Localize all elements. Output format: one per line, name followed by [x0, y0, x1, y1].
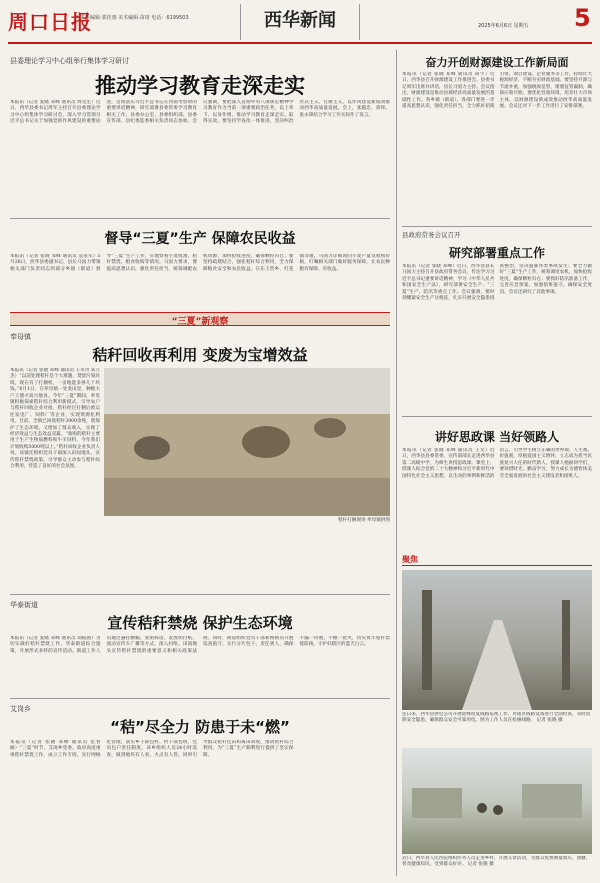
story1-kicker: 县委理论学习中心组举行集体学习研讨	[10, 57, 129, 65]
story4-place: 华泰街道	[10, 601, 38, 609]
story8-body: 本报讯（记者 张晓 邓峰 通讯员 王文）近日，西华县县委常委、宣传部部长走进西华县第二高级中学，为师生讲授思政课。课堂上，授课人结合党的二十大精神和习近平新时代中国特色社会主义思想，以生动的事例和鲜活的语言，引导学生树立正确的世界观、人生观、价值观，厚植爱国主义情怀，立志成为担当民族复兴大任的时代新人。授课人勉励同学们，要珍惜时光、勤奋学习，努力成长为德智体美劳全面发展的社会主义建设者和接班人。	[402, 448, 592, 479]
feature-banner-label: “三夏”新观察	[171, 317, 229, 327]
column-separator	[396, 50, 397, 876]
divider	[402, 416, 592, 417]
section-title: 西华新闻	[240, 4, 360, 40]
story2-body: 本报讯（记者 张晓 邓峰 通讯员 袁泉军）5月26日，西华县委副书记、县长马国力带领相关部门负责同志到部分乡镇（街道）督导“三夏”生产工作，实地察看小麦收割、秸秆禁烧、粮食收购等情况。马国力要求，要提高思想认识，强化责任担当，统筹调配农机资源，加快抢收进度，确保颗粒归仓；要坚持疏堵结合，强化秸秆综合利用，全力保障粮食安全和农民收益。在东王营乡、红花镇等地，马国力详细询问小麦产量及收购价格，叮嘱相关部门做好服务保障，让农民种粮有保障、有收益。	[10, 254, 390, 272]
divider	[10, 698, 390, 699]
story1-body: 本报讯（记者 张晓 邓峰 通讯员 周克宏）近日，西华县委书记周军主持召开县委理论学习中心组集体学习研讨会，深入学习贯彻习近平总书记关于加强党的作风建设的重要论述，贯彻落实习近平总书记在河南考察时的重要讲话精神，研究部署县委常委学习教育相关工作。县委办公室、县委组织部、县委宣传部、县纪委监委相关负责同志参加。会议强调，要把深入贯彻中央八项规定精神学习教育作为当前一项重要政治任务，以上率下、以身作则，推动学习教育走深走实、取得实效。要坚持学查改一体推进，坚决纠治形式主义、官僚主义，以作风建设新成效推动西华高质量发展。会上，张越忠、蒋炜、张永锋结合学习工作实际作了发言。	[10, 100, 390, 125]
newspaper-logo: 周口日报	[8, 10, 92, 34]
story3-photo-caption: 秸秆打捆现场 奉母镇供图	[338, 518, 390, 523]
story7-kicker: 县政府常务会议召开	[402, 231, 461, 239]
story8-headline: 讲好思政课 当好领路人	[434, 430, 560, 444]
lens-photo-1-caption: 连日来，西华县供电公司开展迎峰度夏线路巡视工作，对辖区线路设备进行全面检查，及时消除安全隐患，确保群众安全可靠用电。图为工作人员在检修线路。 记者 张晓 摄	[402, 712, 591, 723]
lens-photo-2-caption: 近日，西华县人民医院组织医务人员走进乡村，开展义诊活动，为群众免费测量血压、血糖，普及健康知识，受到群众好评。 记者 张晓 摄	[402, 856, 591, 867]
story3-photo	[104, 368, 390, 516]
lens-photo-1	[402, 570, 592, 710]
story5-body: 本报讯（记者 张晓 邓峰 通讯员 范春丽）“三夏”时节，艾岗乡党委、政府高度重视秸秆禁烧工作，成立工作专班，实行网格化管理，落实乡干部包村、村干部包组、党员包户责任制度。该乡组织人员24小时巡查，做到地块有人看、火点有人管，同时引导群众秸秆还田和离田回收，推动秸秆综合利用，为“三夏”生产顺利进行提供了坚实保障。	[10, 740, 294, 758]
story3-body: 本报讯（记者 张晓 邓峰 通讯员 王永奇 朱立杰）“以前处理秸秆是个大难题，焚烧污染环境，现在有了打捆机，一亩地能多挣几十块钱。”6月1日，在奉母镇一处麦田里，种粮大户王德才高兴地说。今年“三夏”期间，奉母镇积极探索秸秆综合利用新模式，引导农户与秸秆回收企业对接，秸秆经过打捆后被运往发电厂、饲料厂等企业，实现资源化利用。目前，全镇已回收秸秆3000余吨，既保护了生态环境，又增加了群众收入，实现了经济效益与生态效益双赢。“收购的秸秆主要用于生产生物质燃料和牛羊饲料，今年我们计划收购5000吨以上。”秸秆回收企业负责人说。该镇还组织党员干部深入田间地头，宣传秸秆禁烧政策，引导群众主动参与秸秆综合利用，营造了良好的社会氛围。	[10, 368, 100, 470]
lens-photo-2	[402, 748, 592, 854]
story6-headline: 奋力开创财源建设工作新局面	[425, 56, 569, 69]
story5-place: 艾岗乡	[10, 705, 31, 713]
road-scene-illustration	[402, 570, 592, 710]
field-scene-illustration	[104, 368, 390, 516]
page-number: 5	[574, 4, 591, 32]
story3-headline: 秸秆回收再利用 变废为宝增效益	[92, 346, 308, 364]
story3-place: 奉母镇	[10, 333, 31, 341]
story1-headline: 推动学习教育走深走实	[95, 74, 305, 98]
outdoor-event-illustration	[402, 748, 592, 854]
masthead	[8, 4, 592, 44]
story2-headline: 督导“三夏”生产 保障农民收益	[104, 231, 296, 247]
lens-header	[402, 554, 592, 566]
lens-label: 聚焦	[402, 555, 418, 564]
divider	[10, 218, 390, 219]
story7-body: 本报讯（记者 张晓 邓峰）近日，西华县县长马国力主持召开县政府常务会议，传达学习习近平总书记重要讲话精神，学习《中华人民共和国安全生产法》，研究部署安全生产、“三夏”生产、防汛等重点工作。会议强调，要时刻绷紧安全生产这根弦，扎实开展安全隐患排查整治，坚决遏制各类事故发生；要全力做好“三夏”生产工作，统筹调度农机，加快抢收进度，确保颗粒归仓；要抓好防汛准备工作，完善应急预案，加强值班值守，确保安全度汛。会议还研究了其他事项。	[402, 264, 592, 302]
divider	[10, 594, 390, 595]
story5-headline: “秸”尽全力 防患于未“燃”	[110, 718, 290, 736]
story4-headline: 宣传秸秆禁烧 保护生态环境	[107, 614, 293, 632]
divider	[402, 226, 592, 227]
story7-headline: 研究部署重点工作	[448, 246, 545, 260]
feature-banner	[10, 312, 390, 326]
story4-body: 本报讯（记者 张晓 邓峰 通讯员 刘振国）为切实做好秸秆禁烧工作，华泰街道综合施策，开展形式多样的宣传活动。街道工作人员通过悬挂横幅、张贴标语、发放明白纸、流动宣传车广播等方式，深入村组、田间地头宣传秸秆禁烧的重要意义和相关政策法规。同时，街道组织党员干部和网格员开展巡查值守，实行分片包干、责任到人，确保不漏一块地、不燃一把火，切实筑牢秸秆禁烧防线，守护好辖区的蓝天白云。	[10, 636, 390, 654]
story6-body: 本报讯（记者 张晓 邓峰 通讯员 尚宇）近日，西华县召开财源建设工作推进会。县委书记周军出席并讲话，县长马国力主持。会议指出，财源建设是推动县域经济高质量发展的基础性工作。各乡镇（街道）、各部门要进一步提高思想认识，强化责任担当，全力抓好招商引资、项目建设、企业服务等工作，持续壮大税源经济，不断夯实财政基础。要坚持开源与节流并重，加强税收征管，堵塞征管漏洞，确保应收尽收；要优化营商环境，培育壮大市场主体，以财源建设新成效推动西华高质量发展。会议还对下一步工作进行了安排部署。	[402, 72, 592, 110]
editor-info: 责任编辑·郭佳惠 美术编辑·苗琦 电话：6199503	[80, 15, 189, 21]
issue-date: 2025年6月6日 星期五	[478, 23, 529, 29]
